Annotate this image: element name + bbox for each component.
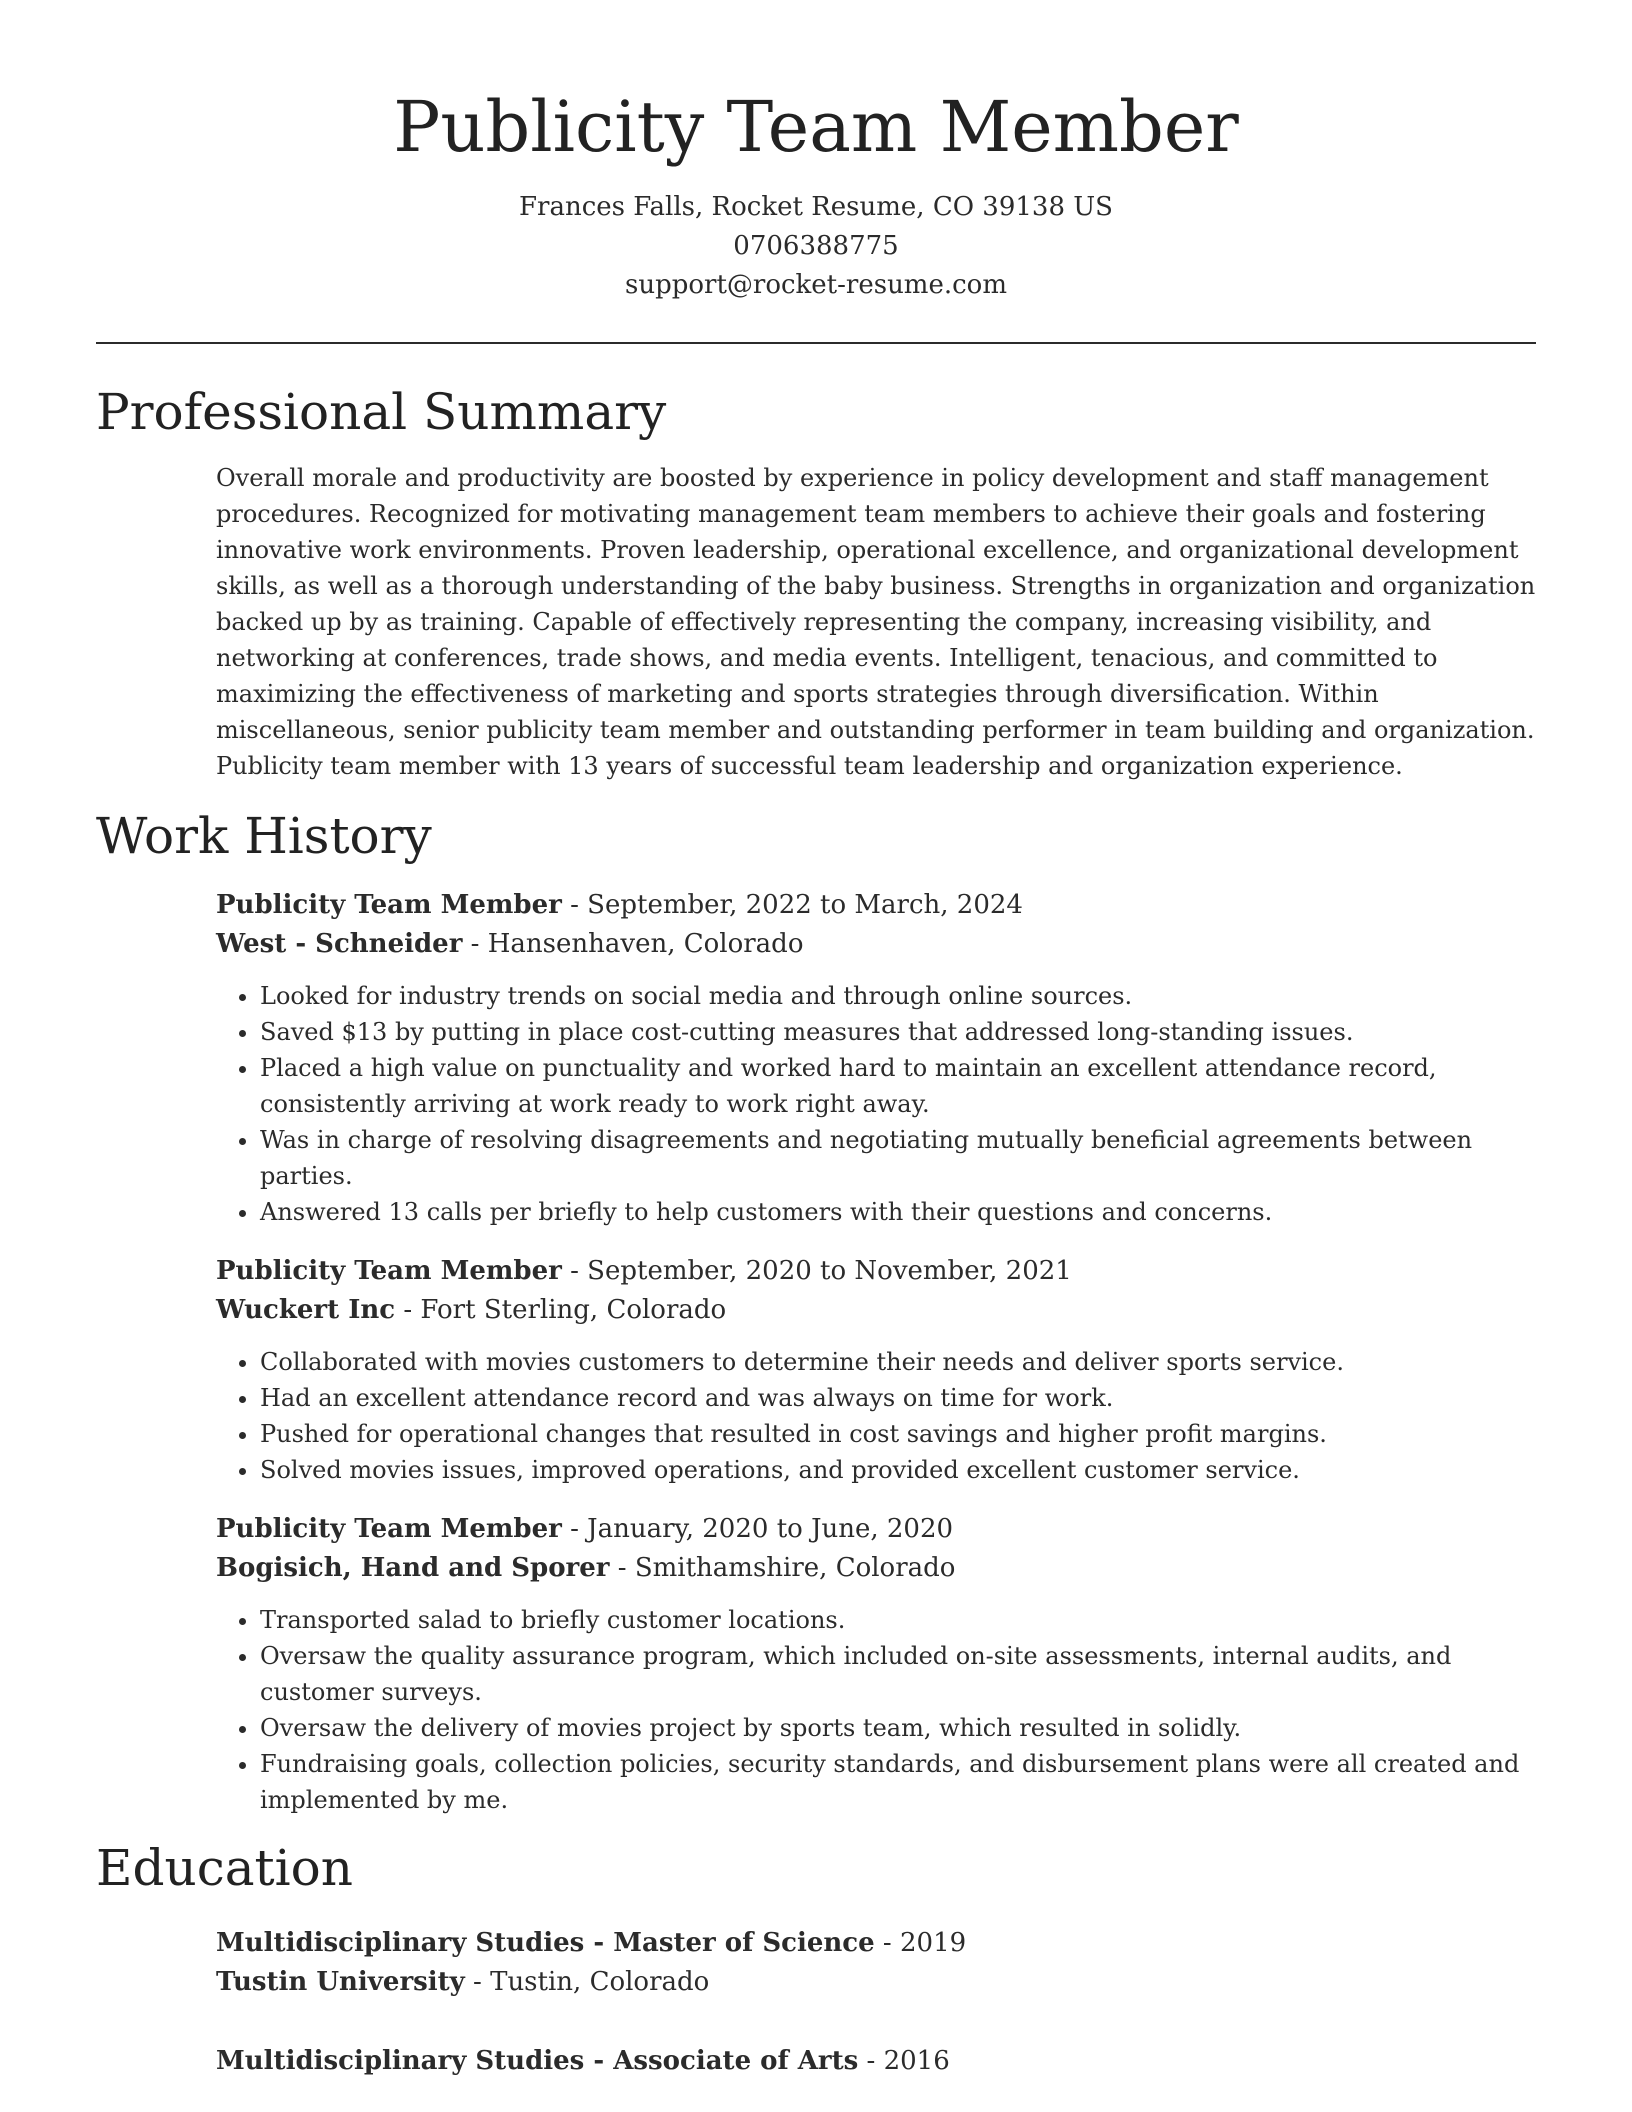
job-location: - Fort Sterling, Colorado — [395, 1295, 727, 1325]
job-bullet: • Was in charge of resolving disagreements and negotiating mutually beneficial agreements between parties. — [260, 1122, 1536, 1194]
education-entry — [216, 2042, 1536, 2081]
job-bullets — [216, 978, 1536, 1230]
job-company: Bogisich, Hand and Sporer — [216, 1553, 610, 1583]
job-bullets — [216, 1344, 1536, 1488]
job-bullet: • Collaborated with movies customers to determine their needs and deliver sports service. — [260, 1344, 1536, 1380]
contact-phone: 0706388775 — [733, 231, 899, 261]
job-entry — [216, 1510, 1536, 1818]
job-bullet: • Placed a high value on punctuality and worked hard to maintain an excellent attendance record, consistently arriving at work ready to work right away. — [260, 1050, 1536, 1122]
job-dates: - September, 2022 to March, 2024 — [561, 890, 1023, 920]
education-list — [216, 1924, 1536, 2081]
job-entry — [216, 886, 1536, 1230]
contact-block — [0, 188, 1632, 305]
job-dates: - January, 2020 to June, 2020 — [561, 1514, 954, 1544]
job-company-line — [216, 1291, 1536, 1330]
job-company: West - Schneider — [216, 929, 463, 959]
resume-header — [0, 0, 1632, 305]
education-field: Multidisciplinary Studies - Master of Science — [216, 1928, 875, 1958]
job-company-line — [216, 1549, 1536, 1588]
job-role: Publicity Team Member — [216, 1256, 562, 1286]
job-bullets — [216, 1602, 1536, 1818]
job-bullet: • Fundraising goals, collection policies, security standards, and disbursement plans were all created and implemented by me. — [260, 1746, 1536, 1818]
education-location: - Tustin, Colorado — [464, 1967, 710, 1997]
job-company: Wuckert Inc — [216, 1295, 396, 1325]
job-role: Publicity Team Member — [216, 1514, 562, 1544]
contact-address: Frances Falls, Rocket Resume, CO 39138 US — [519, 192, 1113, 222]
education-year: - 2016 — [858, 2046, 950, 2076]
education-school: Tustin University — [216, 1967, 465, 1997]
candidate-title: Publicity Team Member — [393, 86, 1239, 168]
summary-text: Overall morale and productivity are boosted by experience in policy development and staff management procedures. Recognized for motivating management team members to achieve their goals and fostering innovative work environments. Proven leadership, operational excellence, and organizational development skills, as well as a thorough understanding of the baby business. Strengths in organization and organization backed up by as training. Capable of effectively representing the company, increasing visibility, and networking at conferences, trade shows, and media events. Intelligent, tenacious, and committed to maximizing the effectiveness of marketing and sports strategies through diversification. Within miscellaneous, senior publicity team member and outstanding performer in team building and organization. Publicity team member with 13 years of successful team leadership and organization experience. — [216, 464, 1536, 780]
job-bullet: • Solved movies issues, improved operations, and provided excellent customer service. — [260, 1452, 1536, 1488]
header-divider — [96, 342, 1536, 344]
job-bullet: • Oversaw the delivery of movies project by sports team, which resulted in solidly. — [260, 1710, 1536, 1746]
job-title-line — [216, 1252, 1536, 1291]
job-location: - Smithamshire, Colorado — [609, 1553, 956, 1583]
education-field: Multidisciplinary Studies - Associate of Arts — [216, 2046, 859, 2076]
job-bullet: • Oversaw the quality assurance program, which included on-site assessments, internal audits, and customer surveys. — [260, 1638, 1536, 1710]
education-school-line — [216, 1963, 1536, 2002]
work-history-section — [96, 806, 1536, 1818]
job-title-line — [216, 1510, 1536, 1549]
job-role: Publicity Team Member — [216, 890, 562, 920]
job-bullet: • Looked for industry trends on social media and through online sources. — [260, 978, 1536, 1014]
job-bullet: • Saved $13 by putting in place cost-cutting measures that addressed long-standing issues. — [260, 1014, 1536, 1050]
education-degree-line — [216, 2042, 1536, 2081]
job-company-line — [216, 925, 1536, 964]
summary-heading: Professional Summary — [96, 383, 667, 441]
education-heading: Education — [96, 1839, 353, 1897]
summary-section — [96, 382, 1536, 784]
job-location: - Hansenhaven, Colorado — [462, 929, 804, 959]
contact-email: support@rocket-resume.com — [624, 270, 1007, 300]
education-degree-line — [216, 1924, 1536, 1963]
job-list — [216, 886, 1536, 1818]
job-dates: - September, 2020 to November, 2021 — [561, 1256, 1072, 1286]
job-entry — [216, 1252, 1536, 1488]
education-year: - 2019 — [874, 1928, 967, 1958]
job-title-line — [216, 886, 1536, 925]
job-bullet: • Had an excellent attendance record and was always on time for work. — [260, 1380, 1536, 1416]
education-section — [96, 1838, 1536, 2081]
job-bullet: • Answered 13 calls per briefly to help customers with their questions and concerns. — [260, 1194, 1536, 1230]
education-entry — [216, 1924, 1536, 2002]
job-bullet: • Transported salad to briefly customer locations. — [260, 1602, 1536, 1638]
job-bullet: • Pushed for operational changes that resulted in cost savings and higher profit margins. — [260, 1416, 1536, 1452]
work-history-heading: Work History — [96, 807, 432, 865]
